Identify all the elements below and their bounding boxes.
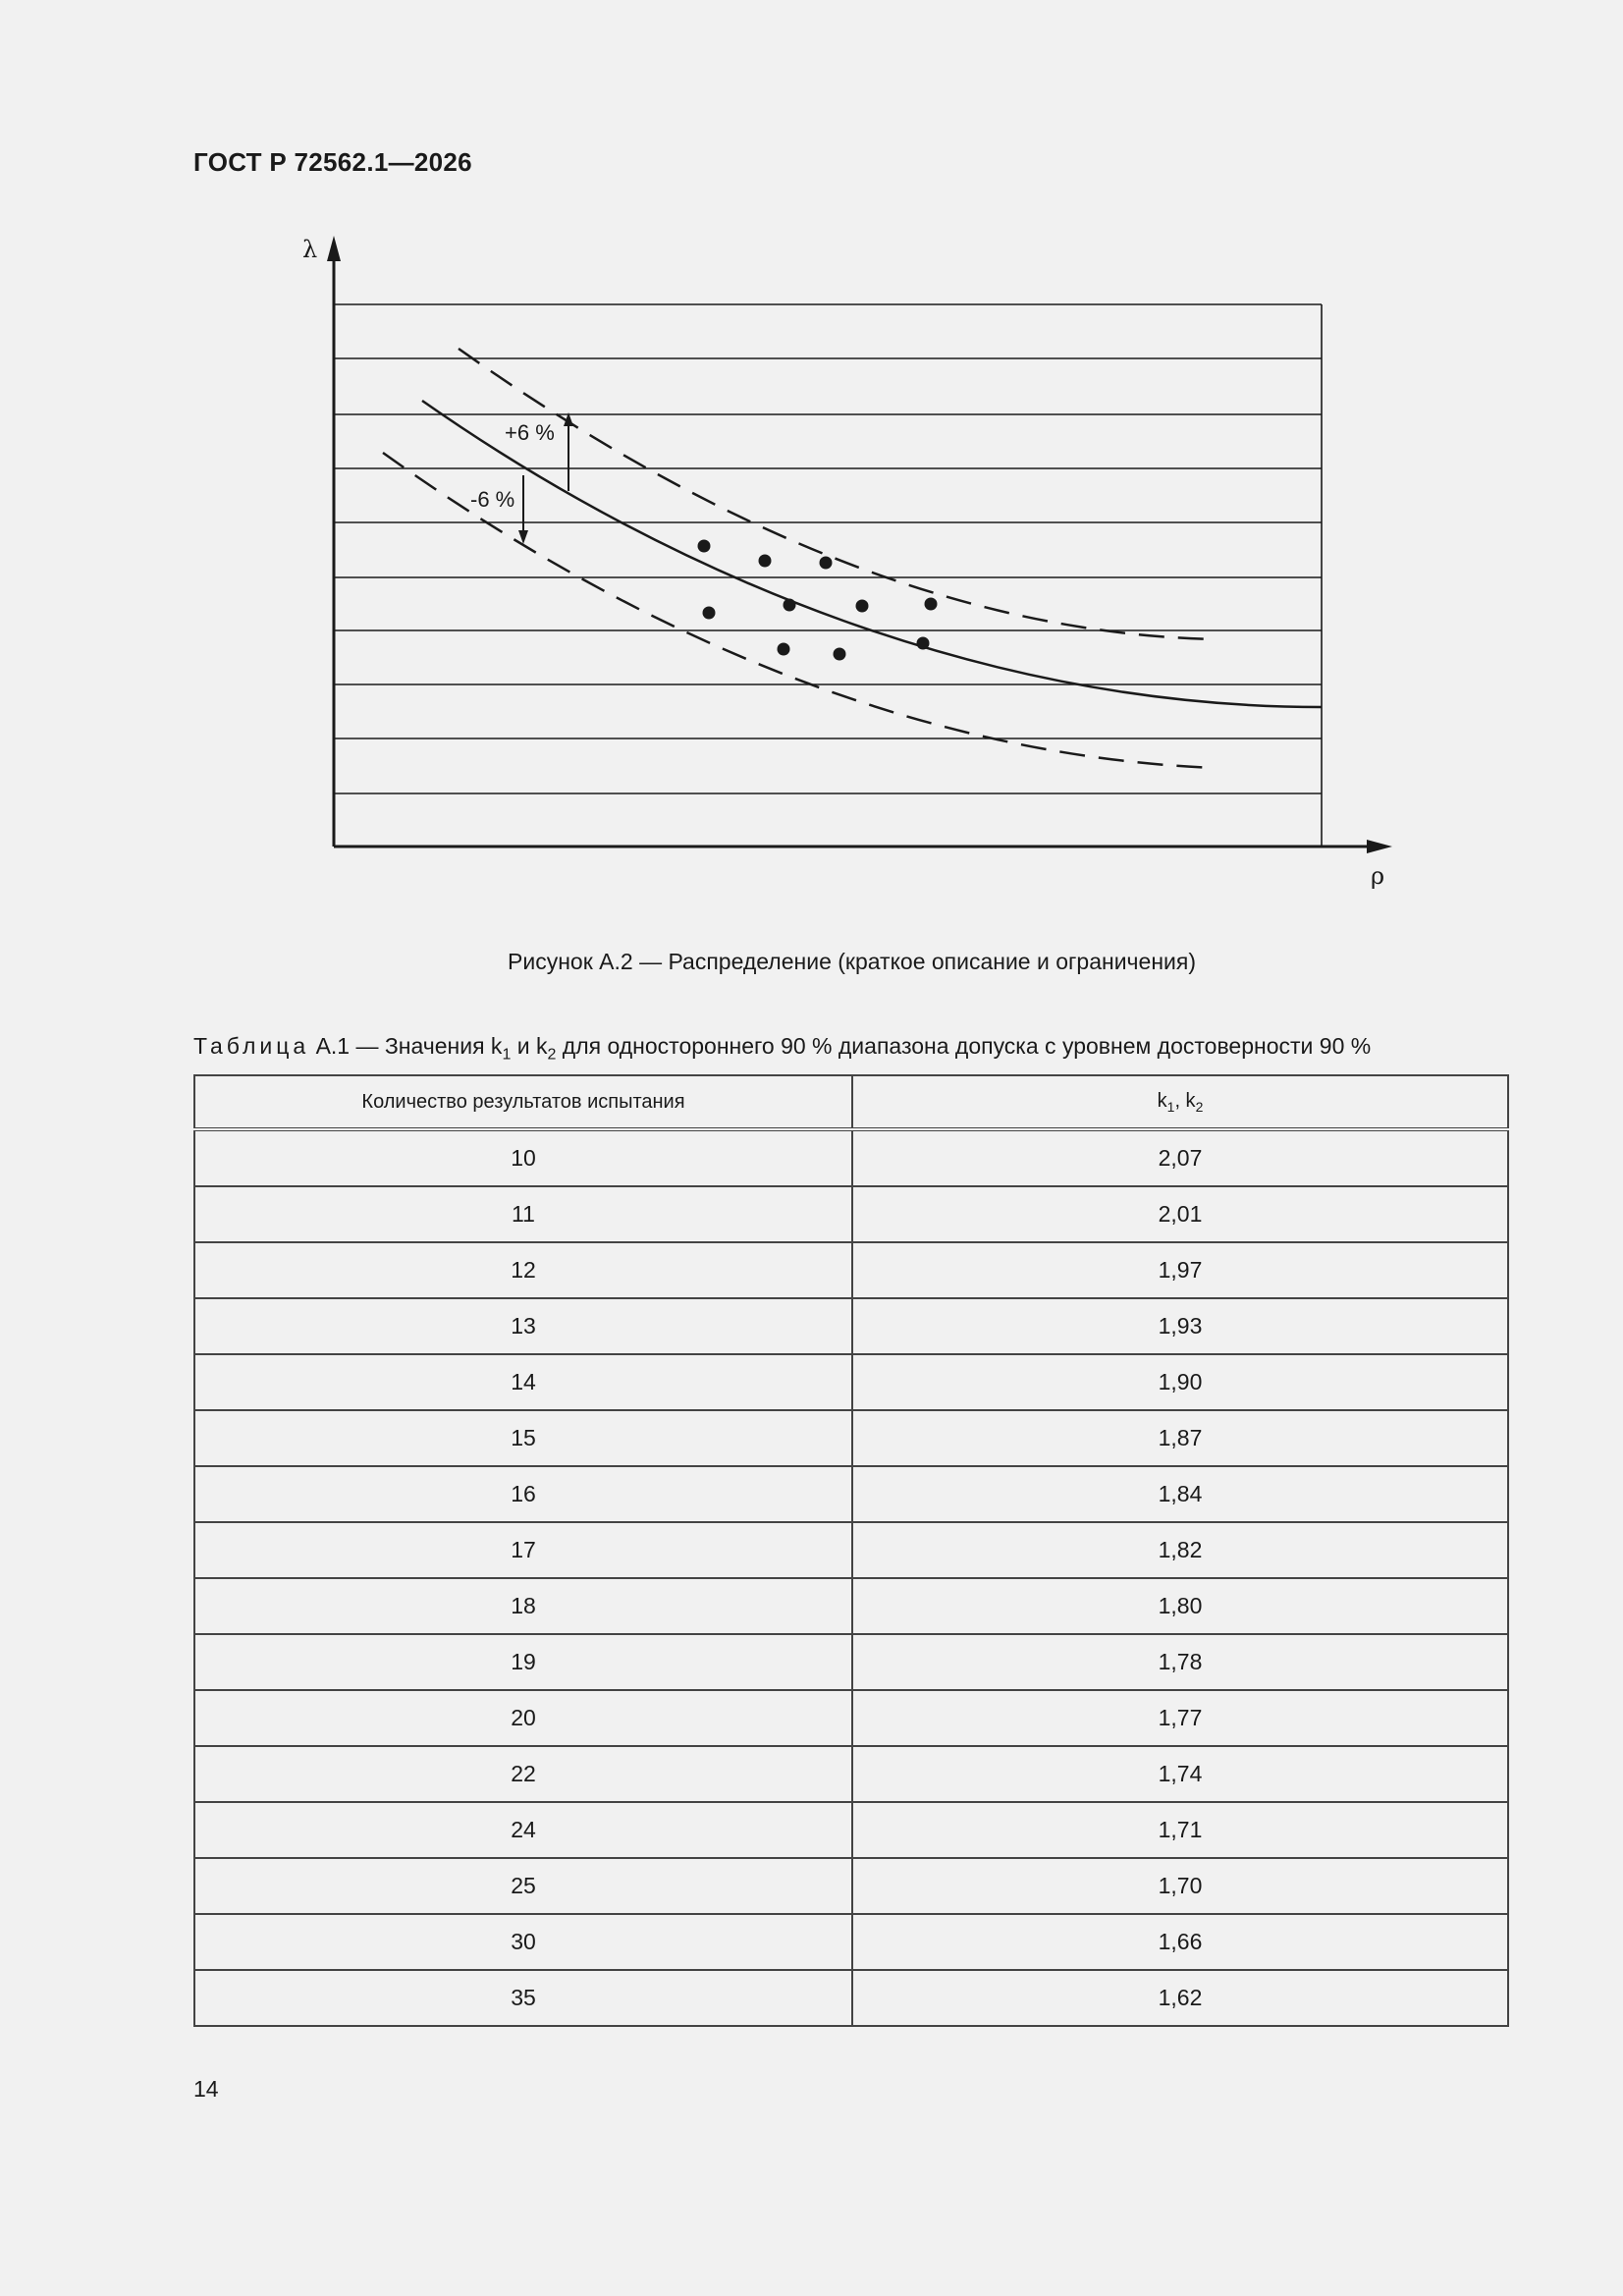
table-row <box>194 1129 1508 1186</box>
k-value-cell: 1,90 <box>852 1354 1508 1410</box>
table-title-text-2: и k <box>511 1033 548 1059</box>
k-value-cell: 1,93 <box>852 1298 1508 1354</box>
k-value-cell: 1,71 <box>852 1802 1508 1858</box>
data-point <box>778 643 790 656</box>
k-value-cell: 1,66 <box>852 1914 1508 1970</box>
table-row <box>194 1634 1508 1690</box>
y-axis-label: λ <box>302 236 318 263</box>
test-count-cell: 12 <box>194 1242 852 1298</box>
k-value-cell: 1,80 <box>852 1578 1508 1634</box>
table-row <box>194 1242 1508 1298</box>
header-k2-letter: , k <box>1174 1089 1196 1112</box>
x-axis-arrow <box>1367 840 1392 853</box>
table-row <box>194 1746 1508 1802</box>
test-count-cell: 15 <box>194 1410 852 1466</box>
table-title-sub-1: 1 <box>502 1046 512 1064</box>
header-k-values <box>852 1075 1508 1129</box>
chart-points <box>698 540 938 661</box>
test-count-cell: 11 <box>194 1186 852 1242</box>
table-title-text-1: А.1 — Значения k <box>309 1033 503 1059</box>
test-count-cell: 14 <box>194 1354 852 1410</box>
header-k1-letter: k <box>1157 1089 1167 1112</box>
table-row <box>194 1578 1508 1634</box>
table-title-word: Таблица <box>193 1033 310 1059</box>
data-point <box>759 555 772 568</box>
test-count-cell: 24 <box>194 1802 852 1858</box>
chart-grid <box>334 304 1322 847</box>
upper-tolerance-curve <box>459 349 1216 639</box>
table-row <box>194 1914 1508 1970</box>
test-count-cell: 22 <box>194 1746 852 1802</box>
table-title-text-3: для одностороннего 90 % диапазона допуска с уровнем достоверности 90 % <box>556 1033 1372 1059</box>
header-k1-sub: 1 <box>1166 1098 1175 1115</box>
document-header: ГОСТ Р 72562.1—2026 <box>193 147 472 177</box>
table-title <box>193 1033 1371 1065</box>
table-row <box>194 1858 1508 1914</box>
k-value-cell: 1,78 <box>852 1634 1508 1690</box>
upper-band-label: +6 % <box>505 420 555 445</box>
table-row <box>194 1466 1508 1522</box>
data-point <box>834 648 846 661</box>
k-value-cell: 2,07 <box>852 1129 1508 1186</box>
test-count-cell: 35 <box>194 1970 852 2026</box>
table-header-row <box>194 1075 1508 1129</box>
header-test-count: Количество результатов испытания <box>194 1075 852 1129</box>
test-count-cell: 18 <box>194 1578 852 1634</box>
test-count-cell: 19 <box>194 1634 852 1690</box>
x-axis-label: ρ <box>1371 862 1385 890</box>
test-count-cell: 25 <box>194 1858 852 1914</box>
data-point <box>925 598 938 611</box>
test-count-cell: 13 <box>194 1298 852 1354</box>
test-count-cell: 16 <box>194 1466 852 1522</box>
data-point <box>856 600 869 613</box>
table-row <box>194 1186 1508 1242</box>
k-value-cell: 1,84 <box>852 1466 1508 1522</box>
y-axis-arrow <box>327 236 341 261</box>
table-row <box>194 1410 1508 1466</box>
table-row <box>194 1298 1508 1354</box>
k-value-cell: 1,70 <box>852 1858 1508 1914</box>
k-value-cell: 1,97 <box>852 1242 1508 1298</box>
data-point <box>917 637 930 650</box>
header-k2-sub: 2 <box>1195 1098 1204 1115</box>
table-row <box>194 1690 1508 1746</box>
table-row <box>194 1802 1508 1858</box>
data-point <box>703 607 716 620</box>
distribution-figure <box>0 0 1623 943</box>
data-point <box>820 557 833 570</box>
table-row <box>194 1970 1508 2026</box>
k-value-cell: 1,62 <box>852 1970 1508 2026</box>
table-row <box>194 1522 1508 1578</box>
table-row <box>194 1354 1508 1410</box>
chart-curves <box>383 349 1322 768</box>
test-count-cell: 30 <box>194 1914 852 1970</box>
k-value-cell: 1,77 <box>852 1690 1508 1746</box>
table-title-sub-2: 2 <box>547 1046 557 1064</box>
lower-band-label: -6 % <box>470 487 515 512</box>
data-point <box>698 540 711 553</box>
data-point <box>784 599 796 612</box>
k-value-cell: 1,87 <box>852 1410 1508 1466</box>
page-number: 14 <box>193 2076 219 2102</box>
k-values-table <box>193 1074 1509 2027</box>
test-count-cell: 10 <box>194 1129 852 1186</box>
test-count-cell: 20 <box>194 1690 852 1746</box>
figure-caption: Рисунок А.2 — Распределение (краткое описание и ограничения) <box>508 949 1196 974</box>
k-value-cell: 1,74 <box>852 1746 1508 1802</box>
central-curve <box>422 401 1322 707</box>
k-value-cell: 1,82 <box>852 1522 1508 1578</box>
k-value-cell: 2,01 <box>852 1186 1508 1242</box>
test-count-cell: 17 <box>194 1522 852 1578</box>
